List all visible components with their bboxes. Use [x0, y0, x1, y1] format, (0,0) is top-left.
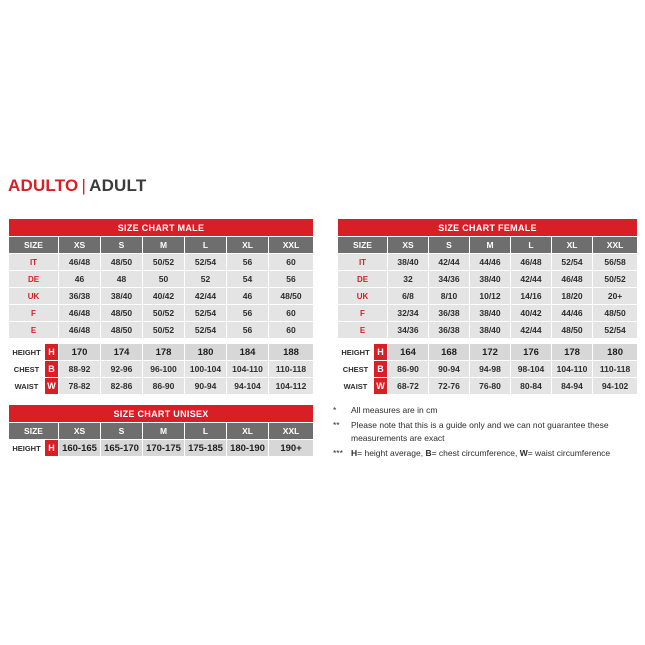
col-head-m: M [470, 237, 511, 254]
measure-label-waist: WAIST [338, 378, 374, 395]
page-title-right: ADULT [89, 176, 147, 195]
col-head-s: S [101, 237, 143, 254]
table-row [9, 237, 314, 254]
measure-badge-b: B [374, 361, 388, 378]
page-title-separator: | [81, 176, 87, 195]
cell: 6/8 [388, 288, 429, 305]
cell: 42/44 [511, 322, 552, 339]
measure-badge-w: W [45, 378, 59, 395]
note-marker: ** [333, 420, 340, 430]
row-label-it: IT [9, 254, 59, 271]
table-row [338, 344, 638, 361]
note-item [333, 419, 643, 445]
cell: 56 [227, 305, 269, 322]
table-row [338, 271, 638, 288]
page-title [8, 176, 146, 196]
cell: 90-94 [185, 378, 227, 395]
size-chart-unisex [8, 404, 314, 457]
col-head-xs: XS [59, 237, 101, 254]
measure-label-height: HEIGHT [9, 440, 45, 457]
cell: 52/54 [593, 322, 638, 339]
cell: 178 [552, 344, 593, 361]
cell: 38/40 [388, 254, 429, 271]
cell: 48/50 [269, 288, 314, 305]
cell: 32/34 [388, 305, 429, 322]
col-head-s: S [101, 423, 143, 440]
table-row [9, 322, 314, 339]
cell: 110-118 [593, 361, 638, 378]
table-row [9, 254, 314, 271]
table-row [338, 219, 638, 237]
size-chart-female [337, 218, 638, 395]
cell: 48 [101, 271, 143, 288]
cell: 36/38 [429, 322, 470, 339]
col-head-size: SIZE [338, 237, 388, 254]
note-text: All measures are in cm [351, 405, 438, 415]
cell: 170 [59, 344, 101, 361]
measure-label-waist: WAIST [9, 378, 45, 395]
row-label-e: E [338, 322, 388, 339]
table-row [338, 254, 638, 271]
cell: 160-165 [59, 440, 101, 457]
cell: 82-86 [101, 378, 143, 395]
cell: 98-104 [511, 361, 552, 378]
cell: 76-80 [470, 378, 511, 395]
cell: 170-175 [143, 440, 185, 457]
cell: 42/44 [511, 271, 552, 288]
note-marker: * [333, 405, 337, 415]
cell: 172 [470, 344, 511, 361]
row-label-it: IT [338, 254, 388, 271]
measure-label-chest: CHEST [338, 361, 374, 378]
cell: 52/54 [185, 305, 227, 322]
col-head-size: SIZE [9, 423, 59, 440]
cell: 180-190 [227, 440, 269, 457]
col-head-xl: XL [227, 237, 269, 254]
cell: 94-102 [593, 378, 638, 395]
cell: 40/42 [511, 305, 552, 322]
cell: 36/38 [429, 305, 470, 322]
table-row [9, 361, 314, 378]
unisex-chart-header: SIZE CHART UNISEX [9, 405, 314, 423]
cell: 164 [388, 344, 429, 361]
col-head-xs: XS [59, 423, 101, 440]
cell: 184 [227, 344, 269, 361]
cell: 100-104 [185, 361, 227, 378]
cell: 174 [101, 344, 143, 361]
table-row [9, 344, 314, 361]
cell: 38/40 [101, 288, 143, 305]
cell: 180 [593, 344, 638, 361]
col-head-xxl: XXL [593, 237, 638, 254]
measure-label-height: HEIGHT [9, 344, 45, 361]
cell: 56/58 [593, 254, 638, 271]
cell: 48/50 [101, 254, 143, 271]
cell: 48/50 [552, 322, 593, 339]
row-label-f: F [9, 305, 59, 322]
cell: 56 [227, 254, 269, 271]
col-head-s: S [429, 237, 470, 254]
cell: 165-170 [101, 440, 143, 457]
table-row [9, 219, 314, 237]
note-item [333, 404, 643, 417]
measure-label-chest: CHEST [9, 361, 45, 378]
notes-block [333, 404, 643, 462]
table-row [9, 378, 314, 395]
cell: 40/42 [143, 288, 185, 305]
cell: 60 [269, 322, 314, 339]
table-row [338, 378, 638, 395]
cell: 104-112 [269, 378, 314, 395]
row-label-e: E [9, 322, 59, 339]
cell: 86-90 [143, 378, 185, 395]
cell: 94-104 [227, 378, 269, 395]
size-chart-male [8, 218, 314, 395]
cell: 38/40 [470, 322, 511, 339]
measure-badge-h: H [45, 440, 59, 457]
cell: 54 [227, 271, 269, 288]
measure-badge-h: H [374, 344, 388, 361]
cell: 176 [511, 344, 552, 361]
cell: 34/36 [429, 271, 470, 288]
cell: 44/46 [470, 254, 511, 271]
col-head-l: L [185, 423, 227, 440]
cell: 44/46 [552, 305, 593, 322]
table-row [9, 271, 314, 288]
cell: 96-100 [143, 361, 185, 378]
cell: 34/36 [388, 322, 429, 339]
cell: 46 [59, 271, 101, 288]
row-label-f: F [338, 305, 388, 322]
cell: 42/44 [185, 288, 227, 305]
cell: 18/20 [552, 288, 593, 305]
cell: 104-110 [227, 361, 269, 378]
measure-badge-h: H [45, 344, 59, 361]
cell: 178 [143, 344, 185, 361]
row-label-de: DE [338, 271, 388, 288]
table-row [9, 440, 314, 457]
table-row [338, 288, 638, 305]
cell: 32 [388, 271, 429, 288]
cell: 180 [185, 344, 227, 361]
cell: 8/10 [429, 288, 470, 305]
female-chart-header: SIZE CHART FEMALE [338, 219, 638, 237]
cell: 84-94 [552, 378, 593, 395]
col-head-xs: XS [388, 237, 429, 254]
male-chart-header: SIZE CHART MALE [9, 219, 314, 237]
table-row [338, 237, 638, 254]
cell: 52/54 [185, 322, 227, 339]
col-head-xxl: XXL [269, 423, 314, 440]
cell: 175-185 [185, 440, 227, 457]
cell: 46 [227, 288, 269, 305]
cell: 50/52 [143, 322, 185, 339]
cell: 86-90 [388, 361, 429, 378]
col-head-m: M [143, 237, 185, 254]
col-head-m: M [143, 423, 185, 440]
cell: 110-118 [269, 361, 314, 378]
cell: 50/52 [143, 305, 185, 322]
col-head-xl: XL [552, 237, 593, 254]
cell: 14/16 [511, 288, 552, 305]
cell: 48/50 [593, 305, 638, 322]
cell: 60 [269, 254, 314, 271]
measure-label-height: HEIGHT [338, 344, 374, 361]
cell: 48/50 [101, 322, 143, 339]
note-marker: *** [333, 448, 343, 458]
table-row [9, 423, 314, 440]
cell: 90-94 [429, 361, 470, 378]
cell: 52/54 [552, 254, 593, 271]
cell: 80-84 [511, 378, 552, 395]
measure-badge-b: B [45, 361, 59, 378]
cell: 78-82 [59, 378, 101, 395]
cell: 50/52 [593, 271, 638, 288]
cell: 20+ [593, 288, 638, 305]
page-title-left: ADULTO [8, 176, 79, 195]
table-row [9, 288, 314, 305]
cell: 104-110 [552, 361, 593, 378]
cell: 46/48 [552, 271, 593, 288]
cell: 36/38 [59, 288, 101, 305]
cell: 52/54 [185, 254, 227, 271]
cell: 52 [185, 271, 227, 288]
col-head-xxl: XXL [269, 237, 314, 254]
cell: 46/48 [511, 254, 552, 271]
cell: 42/44 [429, 254, 470, 271]
cell: 168 [429, 344, 470, 361]
table-row [338, 305, 638, 322]
cell: 72-76 [429, 378, 470, 395]
table-row [9, 405, 314, 423]
note-item [333, 447, 643, 460]
cell: 48/50 [101, 305, 143, 322]
cell: 46/48 [59, 305, 101, 322]
cell: 50 [143, 271, 185, 288]
cell: 50/52 [143, 254, 185, 271]
note-text: H= height average, B= chest circumference, W= waist circumference [351, 448, 611, 458]
cell: 190+ [269, 440, 314, 457]
cell: 188 [269, 344, 314, 361]
cell: 68-72 [388, 378, 429, 395]
cell: 38/40 [470, 305, 511, 322]
table-row [338, 322, 638, 339]
row-label-uk: UK [338, 288, 388, 305]
cell: 94-98 [470, 361, 511, 378]
row-label-de: DE [9, 271, 59, 288]
col-head-size: SIZE [9, 237, 59, 254]
col-head-xl: XL [227, 423, 269, 440]
table-row [9, 305, 314, 322]
cell: 46/48 [59, 322, 101, 339]
cell: 92-96 [101, 361, 143, 378]
row-label-uk: UK [9, 288, 59, 305]
table-row [338, 361, 638, 378]
cell: 46/48 [59, 254, 101, 271]
col-head-l: L [185, 237, 227, 254]
cell: 38/40 [470, 271, 511, 288]
cell: 10/12 [470, 288, 511, 305]
cell: 56 [269, 271, 314, 288]
col-head-l: L [511, 237, 552, 254]
cell: 56 [227, 322, 269, 339]
cell: 88-92 [59, 361, 101, 378]
measure-badge-w: W [374, 378, 388, 395]
note-text: Please note that this is a guide only and we can not guarantee these measurements are exact [351, 420, 609, 443]
cell: 60 [269, 305, 314, 322]
